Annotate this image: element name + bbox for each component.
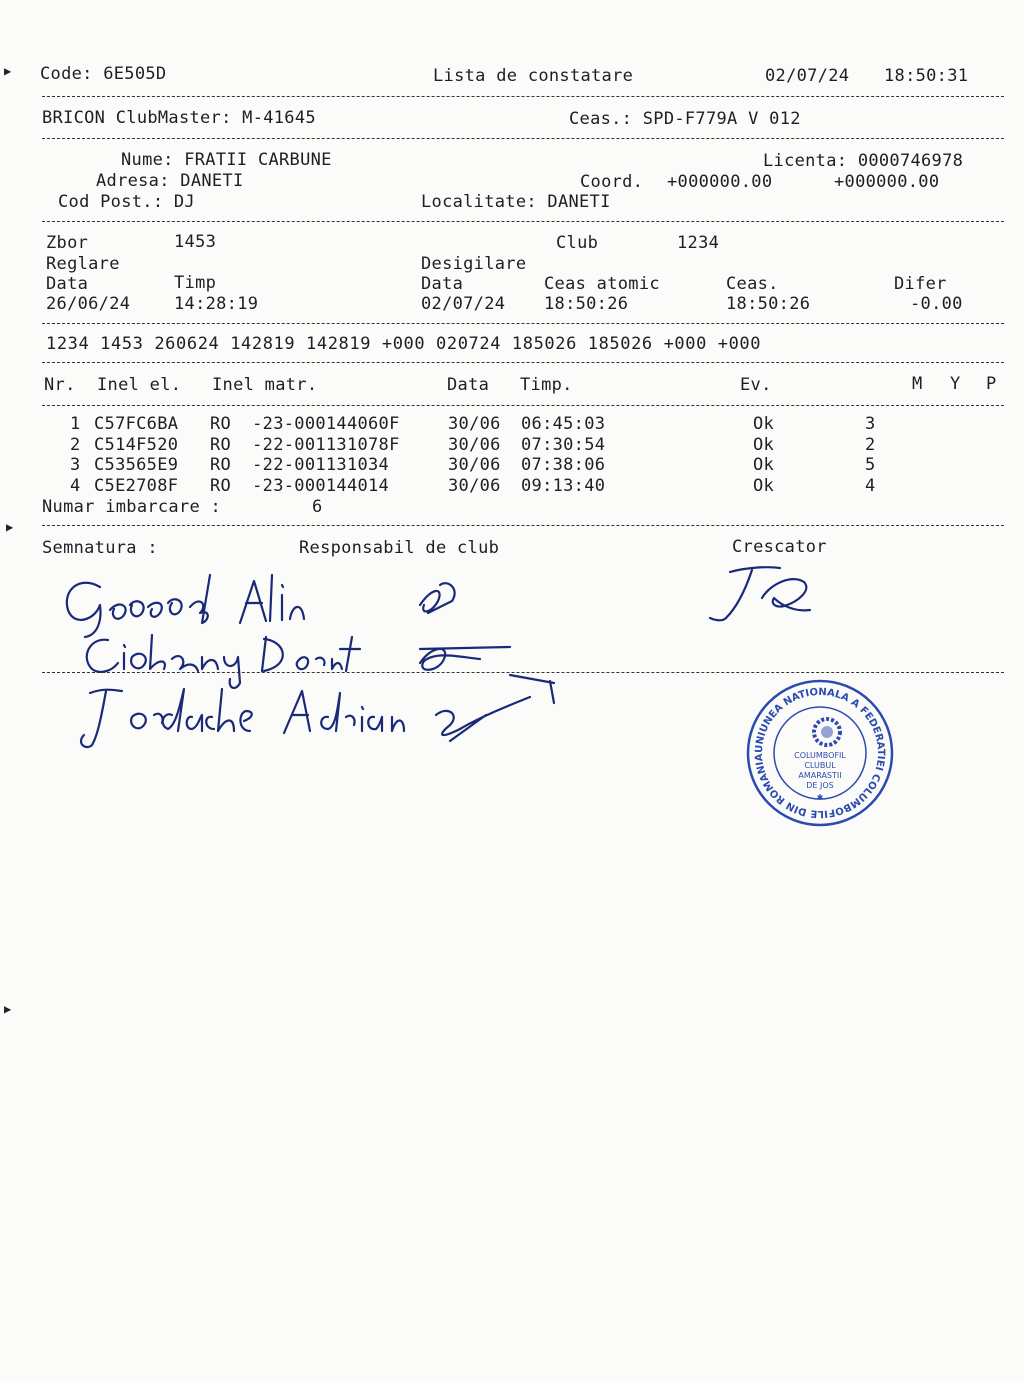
- owner-name: Nume: FRATII CARBUNE: [121, 150, 332, 170]
- divider: [42, 323, 1004, 324]
- header-time: 18:50:31: [884, 66, 969, 86]
- coord-label: Coord.: [580, 172, 644, 192]
- header-date: 02/07/24: [765, 66, 850, 86]
- zbor-label: Zbor: [46, 233, 89, 253]
- col-header-ev: Ev.: [740, 375, 772, 395]
- clubmaster-id: BRICON ClubMaster: M-41645: [42, 108, 316, 128]
- coord-lon: +000000.00: [834, 172, 940, 192]
- desig-data-label: Data: [421, 274, 464, 294]
- owner-license: Licenta: 0000746978: [763, 151, 964, 171]
- divider: [42, 138, 1004, 139]
- crescator-signature: [700, 558, 830, 628]
- row-timp: 07:30:54: [521, 435, 606, 455]
- row-inel-el: C57FC6BA: [94, 414, 179, 434]
- row-inel-matr: RO -23-000144060F: [210, 414, 400, 434]
- document-code: Code: 6E505D: [40, 64, 167, 84]
- responsabil-label: Responsabil de club: [299, 538, 500, 558]
- divider: [42, 525, 1004, 526]
- club-stamp: [745, 678, 895, 828]
- margin-mark: ▶: [6, 520, 14, 534]
- row-data: 30/06: [448, 476, 501, 496]
- row-data: 30/06: [448, 414, 501, 434]
- margin-mark: ▶: [4, 64, 12, 78]
- handwritten-signature: [40, 565, 560, 755]
- divider: [42, 672, 1004, 673]
- numar-imbarcare-value: 6: [312, 497, 323, 517]
- row-ev: Ok: [753, 455, 775, 475]
- divider: [42, 362, 1004, 363]
- difer-label: Difer: [894, 274, 947, 294]
- col-header-data: Data: [447, 375, 490, 395]
- numar-imbarcare-label: Numar imbarcare :: [42, 497, 222, 517]
- row-timp: 07:38:06: [521, 455, 606, 475]
- desig-ceas: 18:50:26: [726, 294, 811, 314]
- stamp-line-2: CLUBUL: [804, 761, 836, 770]
- row-nr: 3: [70, 455, 81, 475]
- col-header-y: Y: [950, 374, 961, 394]
- row-inel-matr: RO -23-000144014: [210, 476, 390, 496]
- club-value: 1234: [677, 233, 720, 253]
- stamp-star-icon: ✱: [816, 793, 824, 802]
- stamp-line-1: COLUMBOFIL: [794, 751, 846, 760]
- reglare-label: Reglare: [46, 254, 120, 274]
- postal-code: Cod Post.: DJ: [58, 192, 195, 212]
- reglare-data-label: Data: [46, 274, 89, 294]
- row-inel-el: C5E2708F: [94, 476, 179, 496]
- reglare-timp-label: Timp: [174, 273, 217, 293]
- row-m: 2: [865, 435, 876, 455]
- col-header-m: M: [912, 374, 923, 394]
- desig-data: 02/07/24: [421, 294, 506, 314]
- row-nr: 1: [70, 414, 81, 434]
- row-inel-matr: RO -22-001131078F: [210, 435, 400, 455]
- locality: Localitate: DANETI: [421, 192, 611, 212]
- stamp-line-3: AMARASTII: [798, 771, 842, 780]
- divider: [42, 96, 1004, 97]
- crescator-label: Crescator: [732, 537, 827, 557]
- semnatura-label: Semnatura :: [42, 538, 158, 558]
- ceas-atomic-label: Ceas atomic: [544, 274, 660, 294]
- desig-ceas-atomic: 18:50:26: [544, 294, 629, 314]
- reglare-data: 26/06/24: [46, 294, 131, 314]
- row-nr: 2: [70, 435, 81, 455]
- desigilare-label: Desigilare: [421, 254, 527, 274]
- row-nr: 4: [70, 476, 81, 496]
- row-inel-el: C514F520: [94, 435, 179, 455]
- col-header-nr: Nr.: [44, 375, 76, 395]
- row-timp: 09:13:40: [521, 476, 606, 496]
- row-ev: Ok: [753, 476, 775, 496]
- row-ev: Ok: [753, 414, 775, 434]
- club-label: Club: [556, 233, 599, 253]
- stamp-outer-text: UNIUNEA NATIONALA A FEDERATIEI COLUMBOFILE DIN ROMANIA: [753, 686, 887, 820]
- row-m: 4: [865, 476, 876, 496]
- owner-address: Adresa: DANETI: [96, 171, 244, 191]
- difer-value: -0.00: [910, 294, 963, 314]
- clock-id: Ceas.: SPD-F779A V 012: [569, 109, 801, 129]
- divider: [42, 221, 1004, 222]
- row-ev: Ok: [753, 435, 775, 455]
- document-title: Lista de constatare: [433, 66, 634, 86]
- row-m: 5: [865, 455, 876, 475]
- row-m: 3: [865, 414, 876, 434]
- row-timp: 06:45:03: [521, 414, 606, 434]
- zbor-value: 1453: [174, 232, 217, 252]
- encoded-line: 1234 1453 260624 142819 142819 +000 020724 185026 185026 +000 +000: [46, 334, 762, 354]
- col-header-inel-matr: Inel matr.: [212, 375, 318, 395]
- reglare-timp: 14:28:19: [174, 294, 259, 314]
- margin-mark: ▶: [4, 1002, 12, 1016]
- row-data: 30/06: [448, 435, 501, 455]
- col-header-timp: Timp.: [520, 375, 573, 395]
- col-header-p: P: [986, 374, 997, 394]
- coord-lat: +000000.00: [667, 172, 773, 192]
- col-header-inel-el: Inel el.: [97, 375, 182, 395]
- row-inel-el: C53565E9: [94, 455, 179, 475]
- row-inel-matr: RO -22-001131034: [210, 455, 390, 475]
- row-data: 30/06: [448, 455, 501, 475]
- ceas-label: Ceas.: [726, 274, 779, 294]
- divider: [42, 405, 1004, 406]
- stamp-line-4: DE JOS: [806, 781, 834, 790]
